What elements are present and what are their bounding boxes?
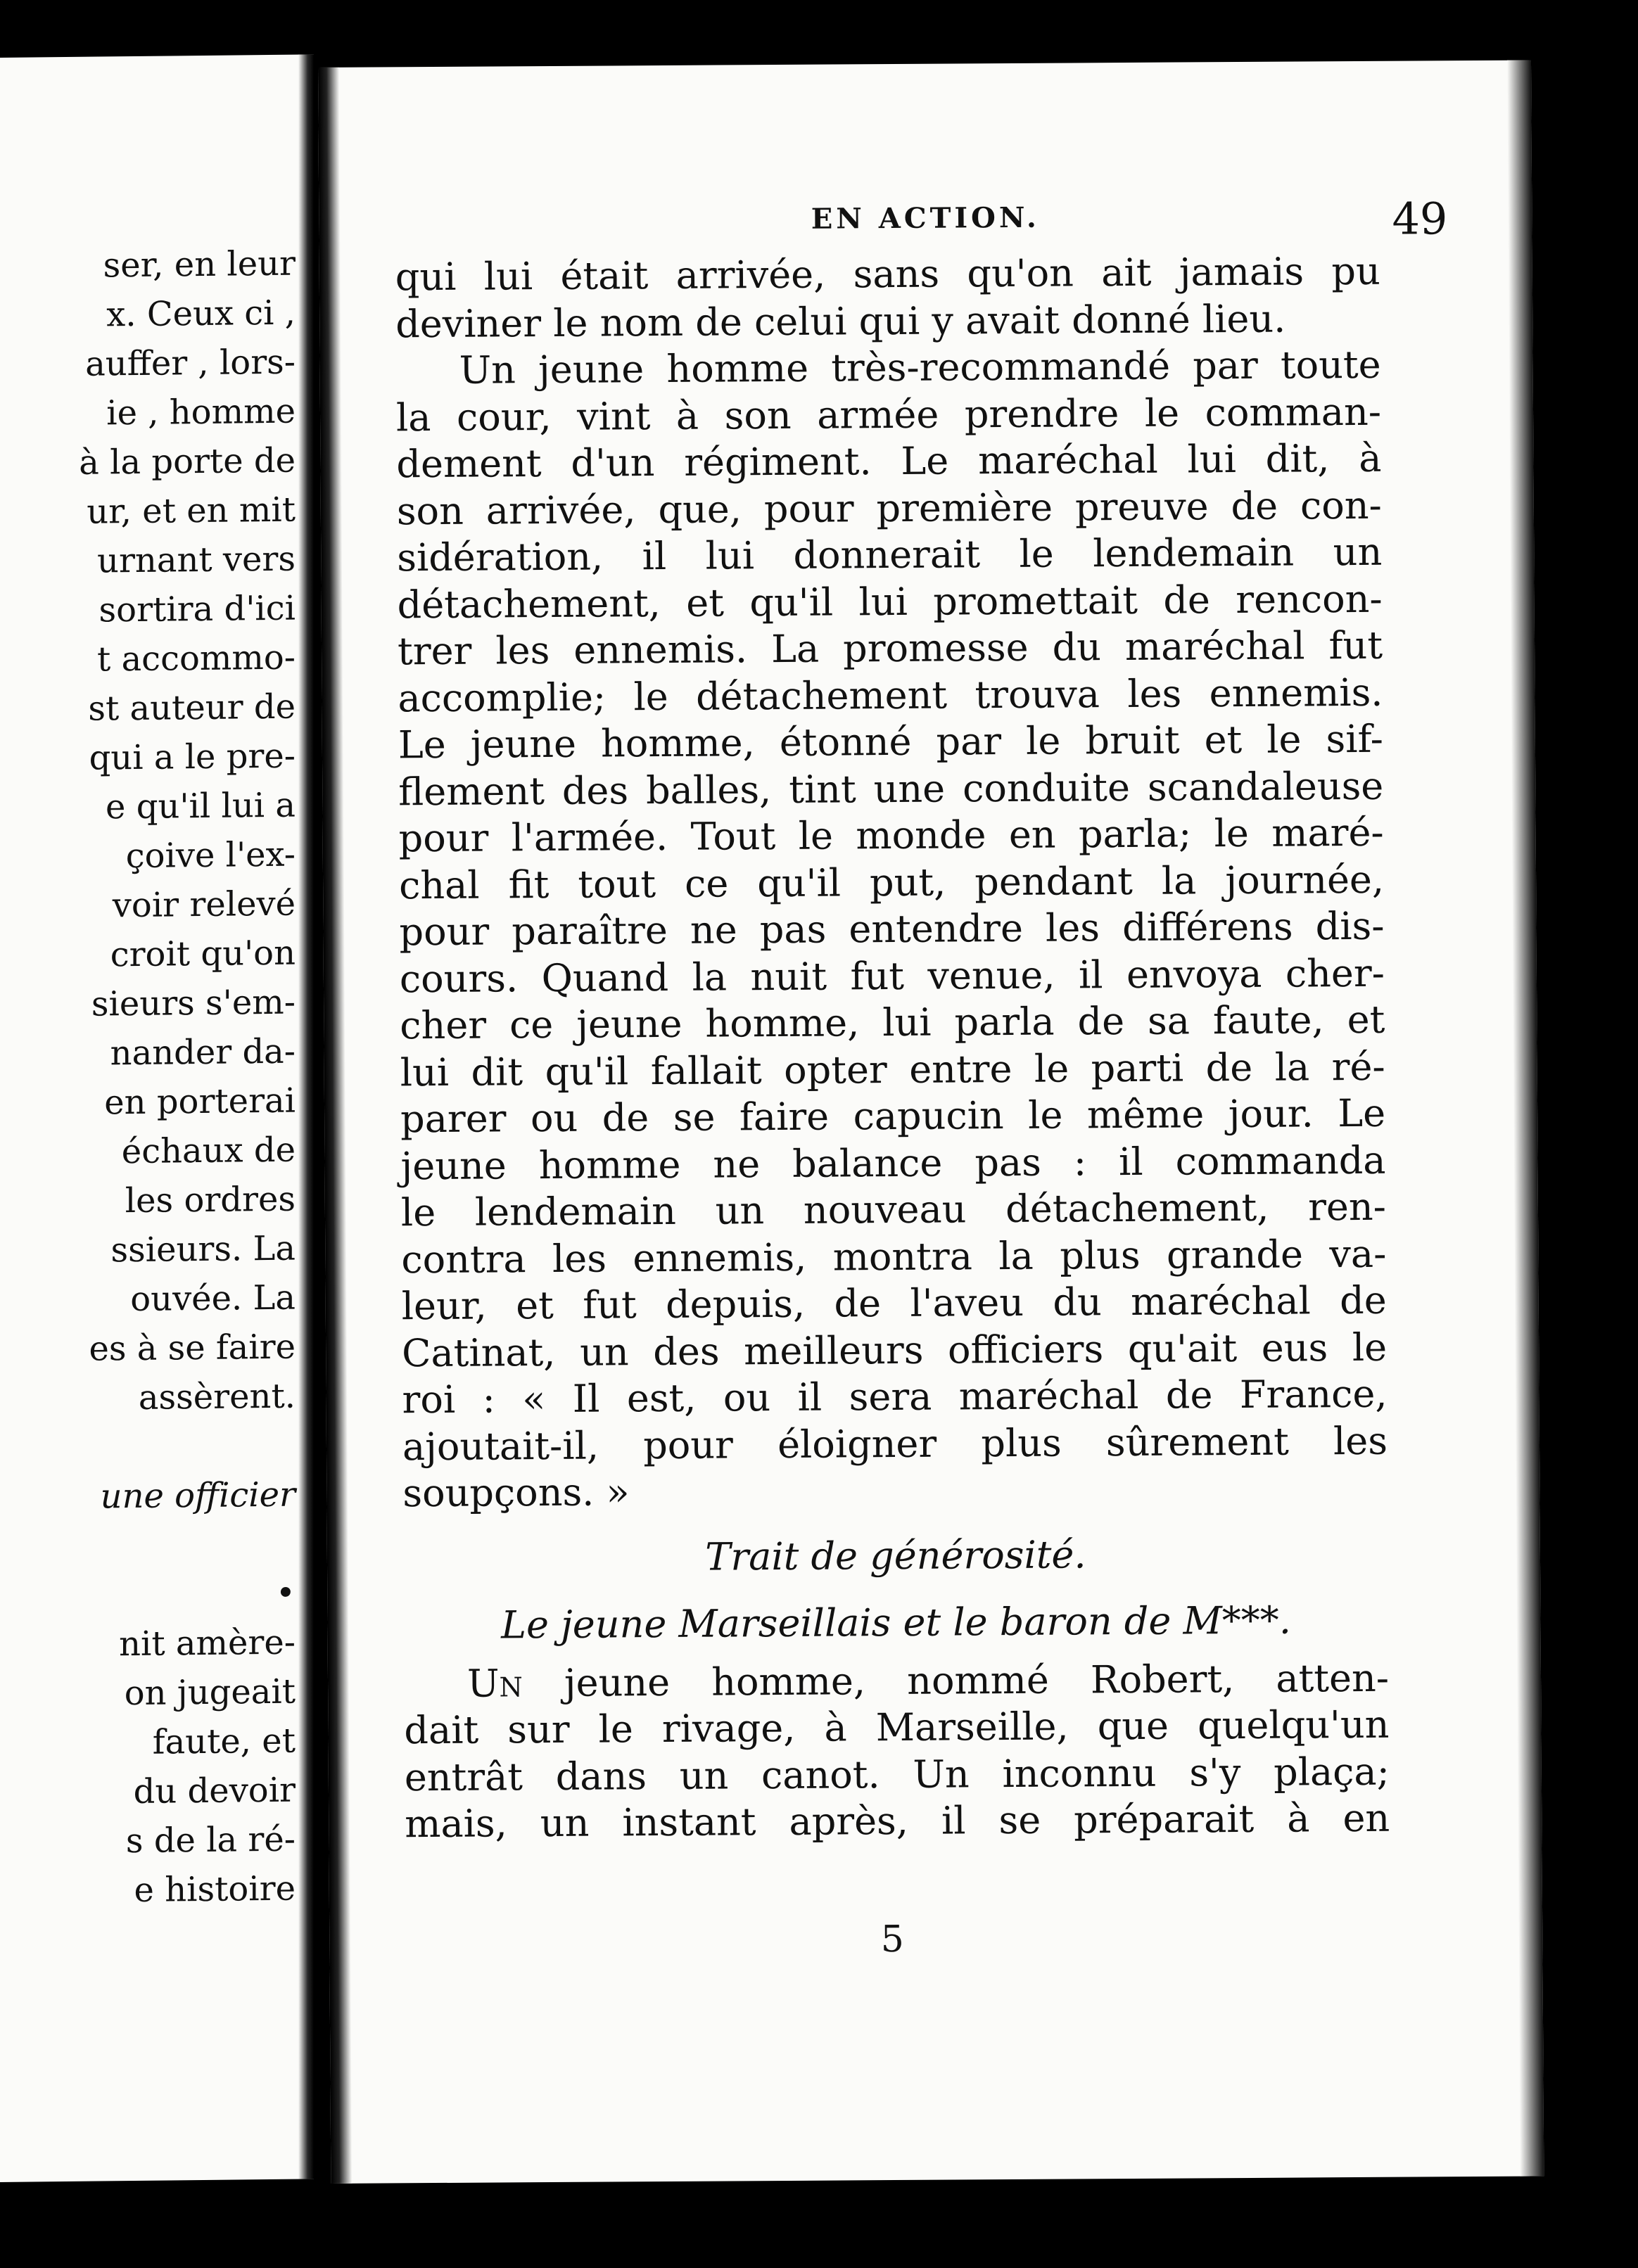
text-line: chal fit tout ce qu'il put, pendant la journée, [398, 857, 1385, 907]
section-subtitle: Le jeune Marseillais et le baron de M***. [500, 1598, 1292, 1647]
text-line: mais, un instant après, il se préparait à en [405, 1795, 1390, 1847]
left-page-line: faute, et [152, 1721, 296, 1762]
left-page-line: en porterai [104, 1081, 296, 1123]
text-line: ajoutait-il, pour éloigner plus sûrement les [402, 1418, 1388, 1469]
left-page-line: • [275, 1573, 296, 1613]
left-page-line: qui a le pre- [89, 736, 296, 778]
left-page-line: les ordres [125, 1179, 296, 1221]
left-page-text [0, 239, 296, 1911]
left-page-line: ur, et en mit [87, 490, 296, 532]
text-line: Le jeune homme, étonné par le bruit et le sif- [398, 716, 1384, 767]
text-line: deviner le nom de celui qui y avait donné lieu. [395, 296, 1286, 346]
right-page [318, 60, 1544, 2183]
left-page-line: ouvée. La [130, 1278, 296, 1320]
left-page-line: croit qu'on [110, 933, 296, 975]
book-spine-shadow [298, 54, 314, 2179]
left-page-line: échaux de [121, 1130, 296, 1172]
text-line: pour paraître ne pas entendre les différens dis- [399, 903, 1385, 955]
left-page-line: du devoir [133, 1770, 296, 1812]
first-line-text: jeune homme, nommé Robert, atten- [564, 1655, 1390, 1705]
text-line: le lendemain un nouveau détachement, ren- [400, 1184, 1387, 1235]
signature-mark: 5 [880, 1918, 905, 1961]
text-line: jeune homme ne balance pas : il commanda [400, 1138, 1386, 1188]
text-line: leur, et fut depuis, de l'aveu du maréchal de [401, 1278, 1387, 1329]
text-line: dait sur le rivage, à Marseille, que quelqu'un [404, 1702, 1390, 1753]
text-line: accomplie; le détachement trouva les ennemis. [398, 670, 1383, 720]
text-line: cours. Quand la nuit fut venue, il envoya cher- [399, 950, 1385, 1001]
left-page [0, 54, 314, 2182]
left-page-line: sortira d'ici [99, 588, 296, 630]
section-title: Trait de générosité. [705, 1531, 1086, 1579]
left-page-line: sieurs s'em- [91, 982, 296, 1024]
left-page-line: voir relevé [112, 884, 296, 926]
left-page-line: x. Ceux ci , [106, 293, 296, 335]
section-first-line [404, 1655, 1389, 1707]
left-page-line: e histoire [134, 1868, 296, 1911]
left-page-line: ie , homme [106, 391, 296, 433]
text-line: qui lui était arrivée, sans qu'on ait jamais pu [395, 248, 1380, 300]
text-line: soupçons. » [402, 1470, 630, 1516]
text-line: dement d'un régiment. Le maréchal lui dit, à [396, 435, 1382, 487]
page-edge-shadow [1507, 60, 1544, 2176]
text-line: lui dit qu'il fallait opter entre le parti de la ré- [400, 1044, 1385, 1095]
left-page-line: nit amère- [119, 1622, 296, 1664]
text-line: Un jeune homme très-recommandé par toute [459, 342, 1381, 393]
text-line: roi : « Il est, ou il sera maréchal de France, [402, 1371, 1388, 1422]
text-line: sidération, il lui donnerait le lendemain un [397, 529, 1383, 580]
text-line: cher ce jeune homme, lui parla de sa faute, et [400, 997, 1385, 1048]
text-line: contra les ennemis, montra la plus grande va- [401, 1231, 1387, 1282]
page-number: 49 [1392, 193, 1448, 245]
left-page-line: es à se faire [89, 1327, 296, 1369]
text-line: flement des balles, tint une conduite scandaleuse [398, 763, 1384, 814]
text-line: la cour, vint à son armée prendre le comman- [395, 389, 1382, 440]
text-line: son arrivée, que, pour première preuve de con- [396, 483, 1383, 533]
text-line: détachement, et qu'il lui promettait de rencon- [397, 576, 1383, 627]
left-page-line: ser, en leur [103, 243, 296, 286]
gutter-shadow [318, 68, 352, 2184]
text-line: entrât dans un canot. Un inconnu s'y plaça; [404, 1749, 1390, 1799]
left-page-line: urnant vers [97, 539, 296, 581]
left-page-line: çoive l'ex- [125, 834, 296, 877]
left-page-line: une officier [100, 1474, 296, 1517]
left-page-line: s de la ré- [125, 1819, 296, 1861]
text-line: Catinat, un des meilleurs officiers qu'ait eus le [401, 1325, 1388, 1375]
text-line: parer ou de se faire capucin le même jour. Le [400, 1090, 1386, 1142]
left-page-line: à la porte de [79, 440, 296, 483]
left-page-line: auffer , lors- [85, 342, 296, 384]
left-page-line: e qu'il lui a [106, 785, 296, 827]
page-header [319, 192, 1532, 256]
left-page-line: nander da- [110, 1031, 296, 1074]
text-line: pour l'armée. Tout le monde en parla; le maré- [398, 810, 1384, 861]
text-line: trer les ennemis. La promesse du maréchal fut [397, 623, 1383, 674]
left-page-line: assèrent. [138, 1376, 296, 1418]
left-page-line: t accommo- [97, 637, 296, 680]
left-page-line: ssieurs. La [110, 1228, 296, 1270]
dropcap-word: Un [466, 1660, 523, 1706]
left-page-line: st auteur de [88, 687, 296, 729]
left-page-line: on jugeait [124, 1671, 296, 1714]
page-body [395, 248, 1390, 1848]
running-head: EN ACTION. [811, 200, 1041, 236]
